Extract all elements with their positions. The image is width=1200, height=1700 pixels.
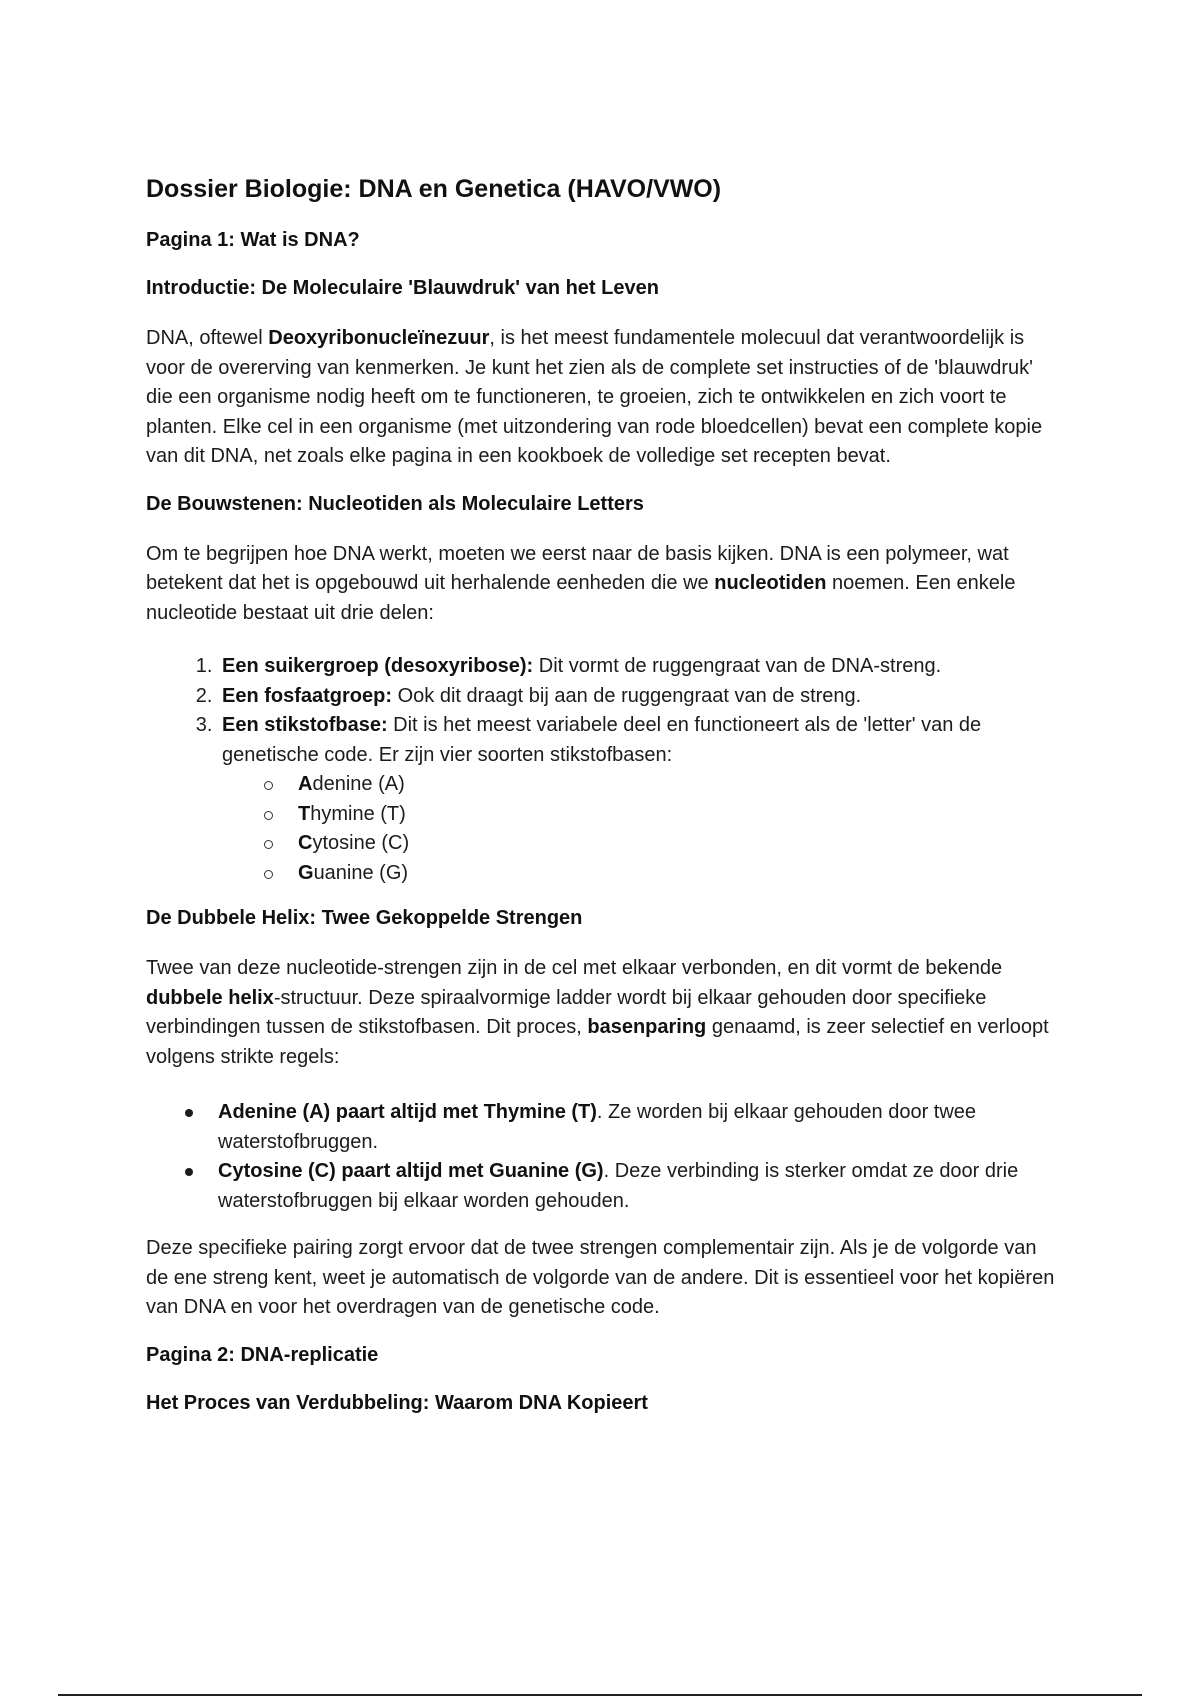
list-item [294,829,1056,859]
intro-paragraph [146,324,1056,472]
part-text: Dit is het meest variabele deel en functioneert als de 'letter' van de genetische code. Er zijn vier soorten stikstofbasen: [222,714,982,766]
part-bold: Een suikergroep (desoxyribose): [222,655,534,677]
nitrogen-bases-list [222,770,1056,888]
list-item [218,652,1056,682]
document-page [146,172,1056,1439]
double-helix-text-a: Twee van deze nucleotide-strengen zijn in de cel met elkaar verbonden, en dit vormt de bekende [146,957,1003,979]
list-item [294,800,1056,830]
building-blocks-paragraph [146,540,1056,629]
double-helix-bold-term: dubbele helix [146,986,274,1009]
list-item [218,711,1056,888]
part-bold: Een stikstofbase: [222,714,388,736]
double-helix-text-c: -structuur. Deze spiraalvormige ladder wordt bij elkaar gehouden door specifieke verbindingen tussen de stikstofbasen. Dit proces, [146,986,987,1038]
part-text: Ook dit draagt bij aan de ruggengraat van de streng. [392,684,862,707]
page1-heading: Pagina 1: Wat is DNA? [146,229,360,251]
double-helix-paragraph [146,954,1056,1072]
base-rest: hymine (T) [310,802,406,825]
nucleotide-parts-list [146,652,1056,888]
base-initial: G [298,861,314,884]
list-item [294,859,1056,889]
building-blocks-heading: De Bouwstenen: Nucleotiden als Moleculaire Letters [146,492,644,515]
intro-text-rest: , is het meest fundamentele molecuul dat verantwoordelijk is voor de overerving van kenmerken. Je kunt het zien als de complete set instructies of de 'blauwdruk' die een organisme nodig heeft om te functioneren, te groeien, zich te ontwikkelen en zich voort te planten. Elke cel in een organisme (met uitzondering van rode bloedcellen) bevat een complete kopie van dit DNA, net zoals elke pagina in een kookboek de volledige set recepten bevat. [146,327,1043,467]
list-item [218,1098,1056,1157]
base-rest: ytosine (C) [312,832,410,854]
replication-heading: Het Proces van Verdubbeling: Waarom DNA Kopieert [146,1391,648,1414]
double-helix-text-e: genaamd, is zeer selectief en verloopt volgens strikte regels: [146,1016,1049,1068]
part-text: Dit vormt de ruggengraat van de DNA-streng. [533,655,942,677]
building-blocks-text-rest: noemen. Een enkele nucleotide bestaat uit drie delen: [146,572,1016,624]
base-initial: A [298,773,313,795]
part-bold: Een fosfaatgroep: [222,684,393,707]
page-bottom-rule [58,1694,1142,1696]
intro-bold-term: Deoxyribonucleïnezuur [268,327,490,349]
building-blocks-text-start: Om te begrijpen hoe DNA werkt, moeten we eerst naar de basis kijken. DNA is een polymeer, wat betekent dat het is opgebouwd uit herhalende eenheden die we [146,542,1009,594]
complementary-paragraph: Deze specifieke pairing zorgt ervoor dat de twee strengen complementair zijn. Als je de volgorde van de ene streng kent, weet je automatisch de volgorde van de andere. Dit is essentieel voor het kopiëren van DNA en voor het overdragen van de genetische code. [146,1237,1055,1318]
building-blocks-bold-term: nucleotiden [714,572,827,594]
list-item [218,1157,1056,1216]
base-rest: uanine (G) [313,861,409,884]
base-initial: T [298,802,311,825]
pair-bold: Cytosine (C) paart altijd met Guanine (G) [218,1160,604,1182]
double-helix-heading: De Dubbele Helix: Twee Gekoppelde Strengen [146,907,583,929]
intro-heading: Introductie: De Moleculaire 'Blauwdruk' van het Leven [146,277,659,299]
page2-heading: Pagina 2: DNA-replicatie [146,1343,379,1366]
base-rest: denine (A) [312,773,405,795]
pair-text: . Deze verbinding is sterker omdat ze door drie waterstofbruggen bij elkaar worden gehouden. [218,1160,1019,1212]
list-item [294,770,1056,800]
base-pairing-list [146,1098,1056,1216]
document-title: Dossier Biologie: DNA en Genetica (HAVO/VWO) [146,175,722,203]
base-pairing-bold-term: basenparing [587,1016,707,1038]
pair-bold: Adenine (A) paart altijd met Thymine (T) [218,1101,597,1123]
pair-text: . Ze worden bij elkaar gehouden door twee waterstofbruggen. [218,1101,977,1153]
list-item [218,682,1056,712]
base-initial: C [298,832,313,854]
intro-text-start: DNA, oftewel [146,327,269,349]
